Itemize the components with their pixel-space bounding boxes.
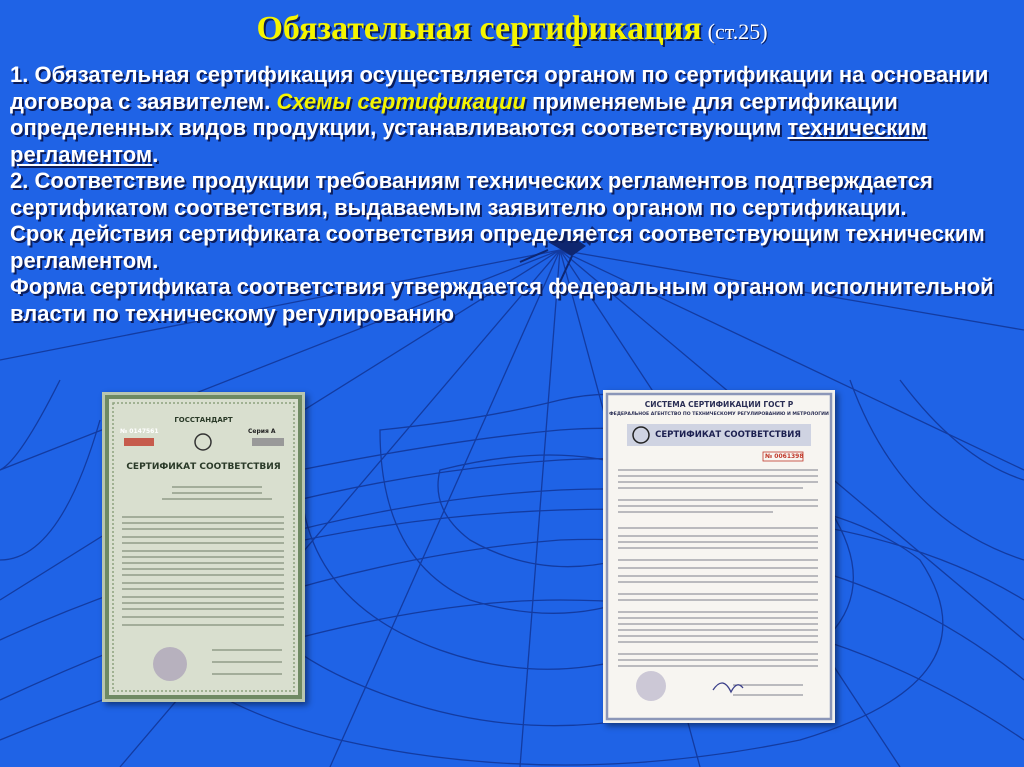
paragraph-2: 2. Соответствие продукции требованиям технических регламентов подтверждается сертификатом соответствия, выдаваемым заявителю органом по сертификации. bbox=[10, 168, 933, 220]
p1-text-e: . bbox=[152, 141, 159, 167]
certificate-image-left bbox=[102, 392, 305, 702]
p1-underlined-regulation: техническим регламентом bbox=[10, 115, 928, 167]
certificate-right-agency: ФЕДЕРАЛЬНОЕ АГЕНТСТВО ПО ТЕХНИЧЕСКОМУ РЕГУЛИРОВАНИЮ И МЕТРОЛОГИИ bbox=[609, 412, 829, 417]
certificate-image-right bbox=[603, 390, 835, 723]
title-article-ref: (ст.25) bbox=[707, 19, 768, 44]
certificate-left-header: ГОССТАНДАРТ bbox=[174, 416, 233, 424]
paragraph-4: Форма сертификата соответствия утверждается федеральным органом исполнительной власти по техническому регулированию bbox=[10, 274, 994, 326]
p1-text-c: применяемые для сертификации определенных видов продукции, устанавливаются соответствующим bbox=[10, 88, 898, 140]
certificate-left-graphic bbox=[102, 392, 305, 702]
slide-title bbox=[0, 10, 1024, 48]
certificate-left-number: № 0147561 bbox=[120, 428, 159, 435]
certificate-left-series: Серия А bbox=[248, 428, 276, 435]
slide-body bbox=[10, 62, 1015, 327]
certificate-left-heading: СЕРТИФИКАТ СООТВЕТСТВИЯ bbox=[126, 462, 281, 472]
title-main: Обязательная сертификация bbox=[256, 10, 702, 47]
certificate-right-number: № 0061398 bbox=[765, 453, 804, 460]
p1-highlight-schemes: Схемы сертификации bbox=[276, 88, 526, 114]
paragraph-1 bbox=[10, 62, 1015, 168]
p1-text-a: 1. Обязательная сертификация осуществляется органом по сертификации на основании договора с заявителем. bbox=[10, 62, 989, 114]
paragraph-3: Срок действия сертификата соответствия определяется соответствующим техническим регламентом. bbox=[10, 221, 985, 273]
certificate-right-system: СИСТЕМА СЕРТИФИКАЦИИ ГОСТ Р bbox=[644, 400, 794, 409]
certificate-right-heading: СЕРТИФИКАТ СООТВЕТСТВИЯ bbox=[655, 430, 801, 440]
